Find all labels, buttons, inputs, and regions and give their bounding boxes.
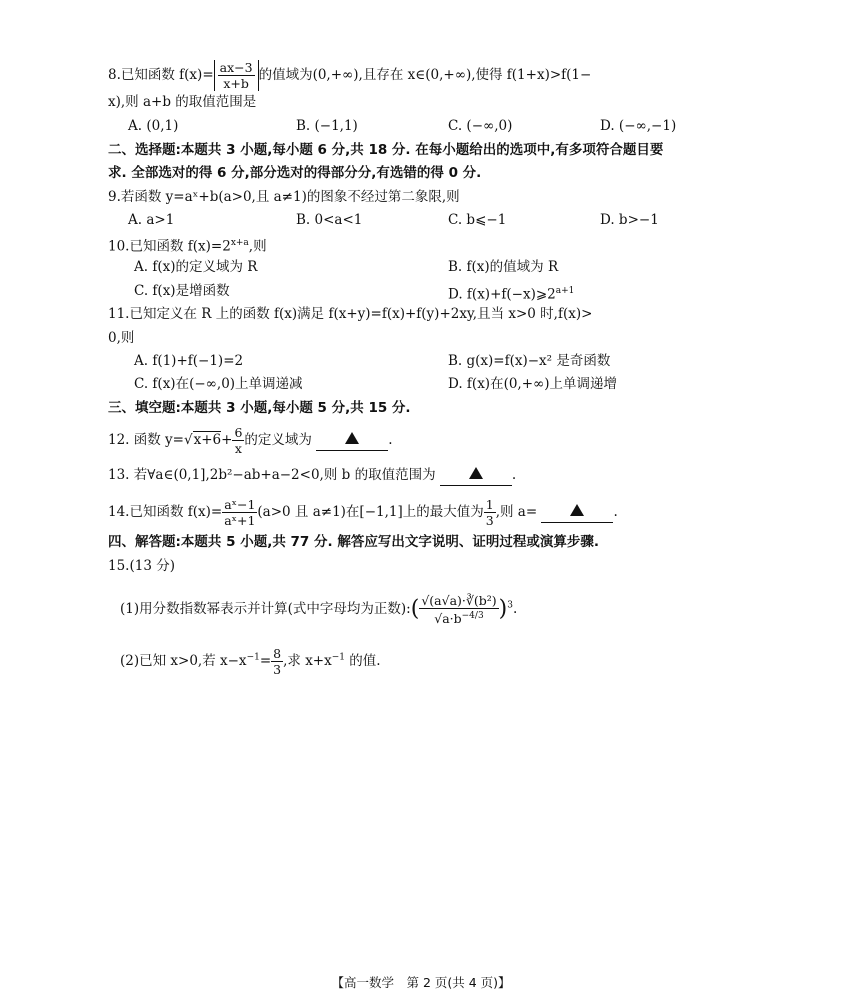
q14-stem-c: ,则 a= (495, 504, 538, 520)
q8-frac-den: x+b (223, 76, 249, 91)
q15-paren-right: ) (498, 596, 508, 622)
q10-option-d-sup: a+1 (555, 286, 575, 296)
q10-stem-a: 10.已知函数 f(x)=2 (108, 238, 231, 255)
q8-option-b: B. (−1,1) (296, 118, 358, 134)
q15-expression-fraction (419, 593, 498, 626)
q15-expr-num: √(a√a)·∛(b²) (421, 593, 497, 608)
q10-stem-b: ,则 (248, 238, 267, 255)
q14-stem-b: (a>0 且 a≠1)在[−1,1]上的最大值为 (257, 504, 484, 520)
q12-sqrt-content: x+6 (193, 432, 222, 448)
q10-option-d (448, 282, 574, 304)
q15-part2-a: (2)已知 x>0,若 x−x (120, 653, 247, 669)
q9-option-d: D. b>−1 (600, 212, 659, 228)
section4-heading: 四、解答题:本题共 5 小题,共 77 分. 解答应写出文字说明、证明过程或演算步骤. (108, 534, 599, 550)
q15-part2-num: 8 (273, 646, 282, 661)
q15-den-exp: −4/3 (461, 611, 484, 621)
q12-stem-a: 12. 函数 y= (108, 432, 184, 448)
section2-heading-line1: 二、选择题:本题共 3 小题,每小题 6 分,共 18 分. 在每小题给出的选项中,有多项符合题目要 (108, 142, 664, 158)
q12-end: . (388, 432, 393, 448)
q15-paren-left: ( (410, 596, 420, 622)
section2-heading-line2: 求. 全部选对的得 6 分,部分选对的得部分分,有选错的得 0 分. (108, 165, 482, 181)
q15-outer-exp: 3 (507, 600, 513, 611)
triangle-icon (469, 467, 483, 479)
q15-part2-den: 3 (273, 662, 282, 677)
q15-part1-end: . (512, 601, 518, 618)
q11-stem-line1: 11.已知定义在 R 上的函数 f(x)满足 f(x+y)=f(x)+f(y)+2xy,且当 x>0 时,f(x)> (108, 306, 593, 322)
q15-part1 (120, 593, 517, 626)
q14-answer-blank[interactable] (541, 504, 613, 523)
page-footer: 【高一数学 第 2 页(共 4 页)】 (331, 975, 511, 990)
q14-frac-num: aˣ−1 (224, 497, 256, 512)
q8-abs (214, 60, 259, 91)
q10-option-c: C. f(x)是增函数 (134, 283, 230, 299)
q15-part2-sup1: −1 (246, 652, 260, 663)
q8-option-c: C. (−∞,0) (448, 118, 513, 134)
section3-heading: 三、填空题:本题共 3 小题,每小题 5 分,共 15 分. (108, 400, 411, 416)
q10-stem-sup: x+a (230, 238, 249, 248)
q10-option-d-a: D. f(x)+f(−x)⩾2 (448, 286, 556, 303)
q14-val-num: 1 (485, 497, 494, 512)
q11-stem-line2: 0,则 (108, 330, 135, 346)
q11-option-c: C. f(x)在(−∞,0)上单调递减 (134, 376, 303, 392)
q8-text-a: 8.已知函数 f(x)= (108, 67, 214, 83)
q14-fraction (222, 497, 257, 528)
q9-option-a: A. a>1 (128, 212, 175, 228)
q14-stem (108, 497, 618, 528)
q15-part1-text: (1)用分数指数幂表示并计算(式中字母均为正数): (120, 601, 411, 618)
q15-expr-den: √a·b (434, 611, 462, 627)
q8-frac-num: ax−3 (219, 60, 253, 75)
q15-title: 15.(13 分) (108, 558, 175, 574)
q14-end: . (613, 504, 618, 520)
q11-option-d: D. f(x)在(0,+∞)上单调递增 (448, 376, 618, 392)
q8-stem-line1 (108, 60, 591, 91)
q10-option-b: B. f(x)的值域为 R (448, 259, 559, 275)
q9-option-b: B. 0<a<1 (296, 212, 363, 228)
q8-option-d: D. (−∞,−1) (600, 118, 677, 134)
q13-answer-blank[interactable] (440, 467, 512, 486)
q11-option-a: A. f(1)+f(−1)=2 (134, 353, 244, 369)
q15-part2-b: = (259, 653, 272, 669)
q14-val-den: 3 (485, 513, 494, 528)
q11-option-b: B. g(x)=f(x)−x² 是奇函数 (448, 353, 611, 369)
q15-part2-d: 的值. (345, 653, 381, 669)
q12-stem (108, 425, 392, 456)
q9-stem: 9.若函数 y=aˣ+b(a>0,且 a≠1)的图象不经过第二象限,则 (108, 189, 460, 205)
q8-text-b: 的值域为(0,+∞),且存在 x∈(0,+∞),使得 f(1+x)>f(1− (258, 67, 592, 83)
q15-part2-fraction (271, 646, 283, 677)
q13-stem-text: 13. 若∀a∈(0,1],2b²−ab+a−2<0,则 b 的取值范围为 (108, 467, 436, 483)
q12-frac-num: 6 (234, 425, 243, 440)
q15-part2 (120, 646, 381, 677)
sqrt-icon: √ (184, 432, 193, 448)
q12-frac-den: x (234, 441, 242, 456)
q12-answer-blank[interactable] (316, 432, 388, 451)
triangle-icon (345, 432, 359, 444)
q8-fraction (218, 60, 255, 91)
q15-expr-den-wrap (419, 609, 498, 626)
triangle-icon (570, 504, 584, 516)
q12-plus: + (221, 432, 233, 448)
q14-frac-den: aˣ+1 (224, 513, 256, 528)
q8-option-a: A. (0,1) (128, 118, 179, 134)
q15-part2-c: ,求 x+x (283, 653, 332, 669)
q10-option-a: A. f(x)的定义域为 R (134, 259, 258, 275)
q14-stem-a: 14.已知函数 f(x)= (108, 504, 223, 520)
q13-end: . (511, 467, 517, 483)
q15-part2-sup2: −1 (331, 652, 346, 663)
q10-stem (108, 234, 267, 256)
q14-value-fraction (484, 497, 496, 528)
q12-stem-b: 的定义域为 (244, 432, 312, 448)
q9-option-c: C. b⩽−1 (448, 212, 507, 228)
q12-fraction (232, 425, 244, 456)
q8-stem-line2: x),则 a+b 的取值范围是 (108, 94, 257, 110)
q13-stem (108, 466, 516, 485)
